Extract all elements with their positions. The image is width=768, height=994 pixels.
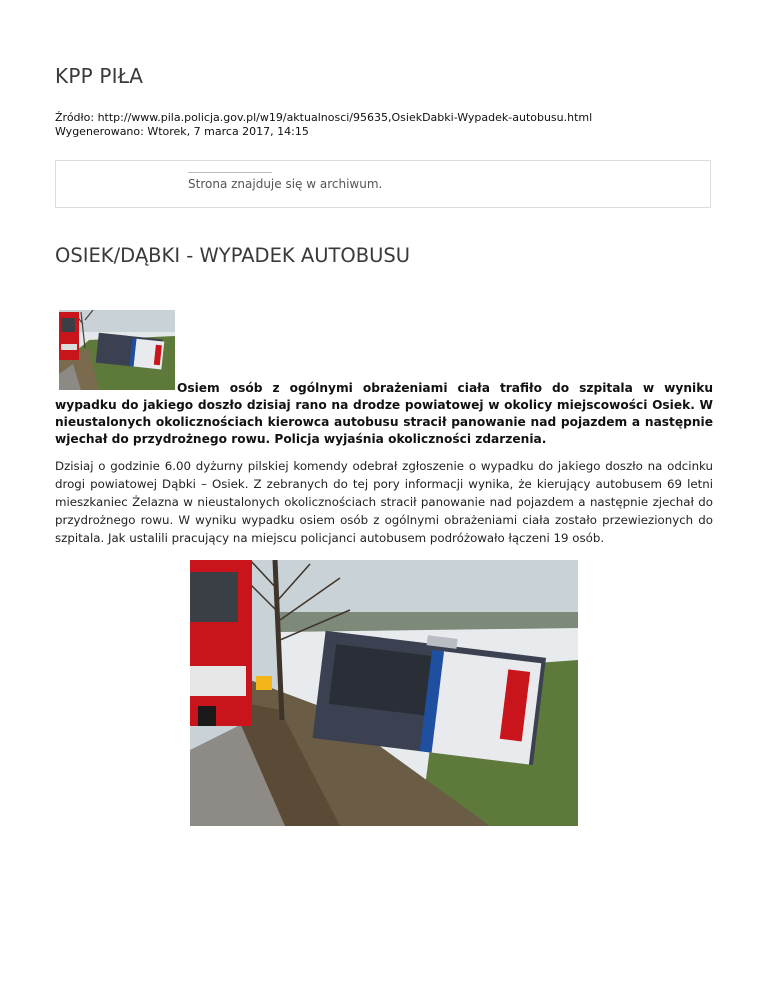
article-lead: Osiem osób z ogólnymi obrażeniami ciała trafiło do szpitala w wyniku wypadku do jakiego doszło dzisiaj rano na drodze powiatowej w okolicy miejscowości Osiek. W nieustalonych okolicznościach kierowca autobusu stracił panowanie nad pojazdem a następnie wjechał do przydrożnego rowu. Policja wyjaśnia okoliczności zdarzenia.	[55, 381, 713, 446]
archive-notice: Strona znajduje się w archiwum.	[188, 177, 383, 191]
thumbnail-photo	[59, 310, 175, 390]
archive-divider	[188, 172, 272, 173]
site-title: KPP PIŁA	[55, 64, 144, 88]
accident-photo	[190, 560, 578, 826]
article-title: OSIEK/DĄBKI - WYPADEK AUTOBUSU	[55, 244, 411, 267]
article-body: Dzisiaj o godzinie 6.00 dyżurny pilskiej komendy odebrał zgłoszenie o wypadku do jakiego doszło na odcinku drogi powiatowej Dąbki – Osiek. Z zebranych do tej pory informacji wynika, że kierujący autobusem 69 letni mieszkaniec Żelazna w nieustalonych okolicznościach stracił panowanie nad pojazdem a następnie zjechał do przydrożnego rowu. W wyniku wypadku osiem osób z ogólnymi obrażeniami ciała zostało przewiezionych do szpitala. Jak ustalili pracujący na miejscu policjanci autobusem podróżowało łączeni 19 osób.	[55, 459, 713, 545]
generated-date: Wygenerowano: Wtorek, 7 marca 2017, 14:15	[55, 125, 309, 138]
archive-notice-box	[55, 160, 711, 208]
source-url: Źródło: http://www.pila.policja.gov.pl/w19/aktualnosci/95635,OsiekDabki-Wypadek-autobusu.html	[55, 111, 593, 124]
